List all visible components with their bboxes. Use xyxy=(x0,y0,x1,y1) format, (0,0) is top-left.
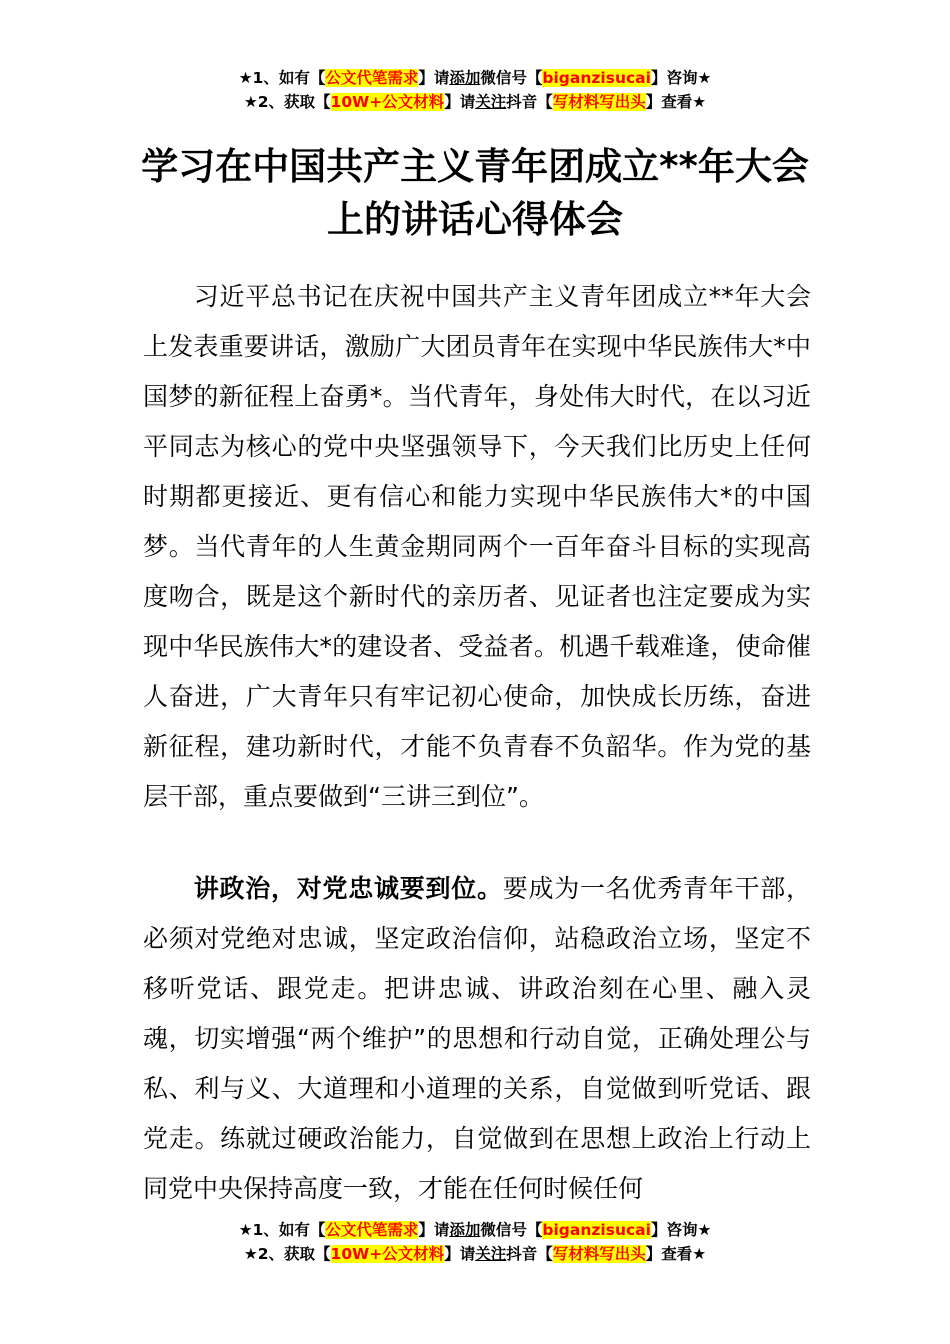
banner-text: 】请 xyxy=(418,69,450,87)
banner-line-1 xyxy=(0,66,950,90)
title-line-1: 学习在中国共产主义青年团成立**年大会 xyxy=(141,145,809,188)
banner-highlight: 10W+公文材料 xyxy=(330,93,445,111)
banner-text: 】查看★ xyxy=(645,1245,707,1263)
header-banner xyxy=(0,66,950,114)
paragraph-text: 习近平总书记在庆祝中国共产主义青年团成立**年大会上发表重要讲话，激励广大团员青年在实现中华民族伟大*中国梦的新征程上奋勇*。当代青年，身处伟大时代，在以习近平同志为核心的党中央坚强领导下，今天我们比历史上任何时期都更接近、更有信心和能力实现中华民族伟大*的中国梦。当代青年的人生黄金期同两个一百年奋斗目标的实现高度吻合，既是这个新时代的亲历者、见证者也注定要成为实现中华民族伟大*的建设者、受益者。机遇千载难逢，使命催人奋进，广大青年只有牢记初心使命，加快成长历练，奋进新征程，建功新时代，才能不负青春不负韶华。作为党的基层干部，重点要做到“三讲三到位”。 xyxy=(143,282,811,811)
banner-text: ★1、如有【 xyxy=(238,1221,326,1239)
banner-text: ★2、获取【 xyxy=(243,1245,331,1263)
banner-text: 】请 xyxy=(444,1245,476,1263)
banner-underlined: 关注 xyxy=(475,1245,507,1263)
banner-text: 】咨询★ xyxy=(650,69,712,87)
banner-highlight: 公文代笔需求 xyxy=(325,69,419,87)
title-line-2: 上的讲话心得体会 xyxy=(327,198,623,241)
banner-text: 抖音【 xyxy=(506,1245,553,1263)
banner-highlight: 公文代笔需求 xyxy=(325,1221,419,1239)
banner-text: 】请 xyxy=(418,1221,450,1239)
banner-line-1 xyxy=(0,1218,950,1242)
document-title xyxy=(0,140,950,246)
banner-text: 抖音【 xyxy=(506,93,553,111)
banner-text: ★1、如有【 xyxy=(238,69,326,87)
banner-highlight: biganzisucai xyxy=(542,69,651,87)
banner-underlined: 关注 xyxy=(475,93,507,111)
banner-text: 微信号【 xyxy=(480,1221,543,1239)
banner-highlight: 写材料写出头 xyxy=(552,1245,646,1263)
paragraph-lead: 讲政治，对党忠诚要到位。 xyxy=(193,874,503,903)
banner-text: 】咨询★ xyxy=(650,1221,712,1239)
banner-highlight: 写材料写出头 xyxy=(552,93,646,111)
banner-text: ★2、获取【 xyxy=(243,93,331,111)
banner-text: 】查看★ xyxy=(645,93,707,111)
paragraph-1 xyxy=(143,272,811,822)
banner-highlight: biganzisucai xyxy=(542,1221,651,1239)
banner-underlined: 添加 xyxy=(449,69,481,87)
paragraph-2 xyxy=(143,864,811,1214)
banner-text: 】请 xyxy=(444,93,476,111)
banner-text: 微信号【 xyxy=(480,69,543,87)
banner-underlined: 添加 xyxy=(449,1221,481,1239)
footer-banner xyxy=(0,1218,950,1266)
banner-line-2 xyxy=(0,1242,950,1266)
banner-line-2 xyxy=(0,90,950,114)
paragraph-text: 要成为一名优秀青年干部，必须对党绝对忠诚，坚定政治信仰，站稳政治立场，坚定不移听党话、跟党走。把讲忠诚、讲政治刻在心里、融入灵魂，切实增强“两个维护”的思想和行动自觉，正确处理公与私、利与义、大道理和小道理的关系，自觉做到听党话、跟党走。练就过硬政治能力，自觉做到在思想上政治上行动上同党中央保持高度一致，才能在任何时候任何 xyxy=(143,874,811,1203)
banner-highlight: 10W+公文材料 xyxy=(330,1245,445,1263)
